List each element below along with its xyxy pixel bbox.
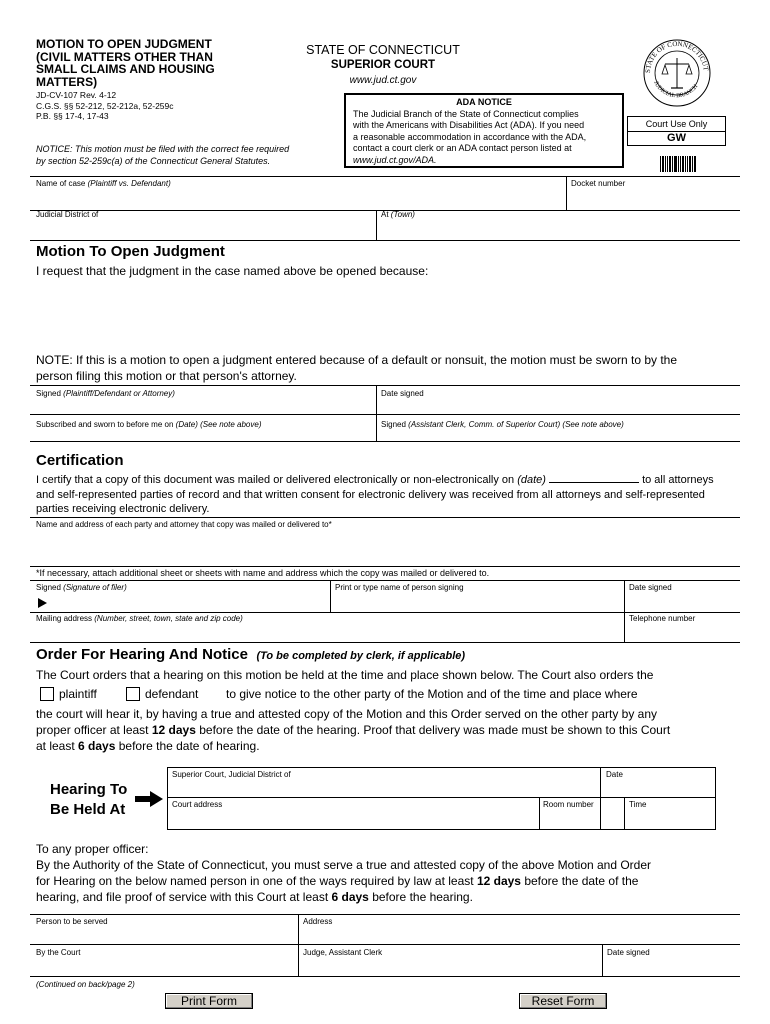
officer-line: By the Authority of the State of Connecticut, you must serve a true and attested copy of the above Motion and Order bbox=[36, 858, 652, 872]
by-the-court-label: By the Court bbox=[36, 948, 81, 957]
signed-label: Signed (Plaintiff/Defendant or Attorney) bbox=[36, 389, 175, 398]
cert-date-signed-label: Date signed bbox=[629, 583, 672, 592]
telephone-field[interactable] bbox=[627, 625, 737, 641]
officer-date-signed-label: Date signed bbox=[607, 948, 650, 957]
mailing-address-label: Mailing address (Number, street, town, state and zip code) bbox=[36, 614, 243, 623]
order-line5: at least 6 days before the date of hearing. bbox=[36, 739, 260, 753]
certification-line1: I certify that a copy of this document was mailed or delivered electronically or non-electronically on (date) to all attorneys bbox=[36, 474, 714, 486]
motion-reason-field[interactable] bbox=[34, 282, 736, 348]
fee-notice bbox=[36, 143, 289, 167]
officer-line: hearing, and file proof of service with this Court at least 6 days before the hearing. bbox=[36, 890, 473, 904]
name-address-label: Name and address of each party and attorney that copy was mailed or delivered to* bbox=[36, 520, 332, 529]
website: www.jud.ct.gov bbox=[349, 75, 417, 86]
defendant-label: defendant bbox=[145, 687, 199, 701]
person-served-label: Person to be served bbox=[36, 917, 108, 926]
court-address-field[interactable] bbox=[170, 811, 536, 828]
form-id: JD-CV-107 Rev. 4-12 bbox=[36, 90, 117, 100]
name-of-case-label: Name of case (Plaintiff vs. Defendant) bbox=[36, 179, 171, 188]
certification-text bbox=[36, 472, 741, 517]
title-line: MATTERS) bbox=[36, 74, 98, 89]
filer-signed-label: Signed (Signature of filer) bbox=[36, 583, 127, 592]
court-code: GW bbox=[667, 132, 686, 144]
sworn-note bbox=[36, 352, 677, 384]
town-label: At (Town) bbox=[381, 210, 415, 219]
officer-text bbox=[36, 841, 651, 905]
title-line: (CIVIL MATTERS OTHER THAN bbox=[36, 49, 213, 64]
by-the-court-field[interactable] bbox=[32, 959, 294, 975]
reset-form-button[interactable]: Reset Form bbox=[519, 993, 607, 1009]
judge-clerk-label: Judge, Assistant Clerk bbox=[303, 948, 383, 957]
fee-notice-line: by section 52-259c(a) of the Connecticut General Statutes. bbox=[36, 156, 271, 166]
hearing-to-be-held-at bbox=[50, 780, 127, 820]
judicial-branch-seal-icon bbox=[640, 38, 714, 108]
officer-line: To any proper officer: bbox=[36, 842, 149, 856]
judicial-district-field[interactable] bbox=[32, 221, 372, 239]
print-form-button[interactable]: Print Form bbox=[165, 993, 253, 1009]
clerk-signature-field[interactable] bbox=[379, 429, 737, 440]
print-name-field[interactable] bbox=[333, 594, 621, 611]
svg-text:JUDICIAL BRANCH bbox=[652, 80, 700, 99]
ada-link: www.jud.ct.gov/ADA. bbox=[353, 154, 437, 165]
room-number-field[interactable] bbox=[542, 811, 622, 828]
form-references bbox=[36, 90, 174, 122]
ada-line: with the Americans with Disabilities Act (ADA). If you need bbox=[353, 120, 585, 130]
barcode-icon bbox=[660, 156, 696, 172]
filer-signature-field[interactable] bbox=[52, 594, 326, 611]
order-line2: to give notice to the other party of the Motion and of the time and place where bbox=[226, 687, 638, 701]
motion-heading: Motion To Open Judgment bbox=[36, 243, 225, 260]
cert-date-signed-field[interactable] bbox=[627, 594, 737, 611]
certification-line: and self-represented parties of record and that written consent for electronic delivery was received from all attorneys and self-represented bbox=[36, 488, 705, 501]
hearing-district-field[interactable] bbox=[170, 781, 597, 796]
fee-notice-line: NOTICE: This motion must be filed with the correct fee required bbox=[36, 144, 290, 154]
served-address-field[interactable] bbox=[301, 928, 737, 943]
telephone-label: Telephone number bbox=[629, 614, 696, 623]
room-number-label: Room number bbox=[543, 800, 594, 809]
sign-here-arrow-icon bbox=[38, 598, 47, 608]
hearing-date-field[interactable] bbox=[603, 781, 713, 796]
sworn-note-line: person filing this motion or that person's attorney. bbox=[36, 369, 297, 383]
statute-cgs: C.G.S. §§ 52-212, 52-212a, 52-259c bbox=[36, 100, 174, 111]
form-title bbox=[36, 38, 215, 88]
court-name: SUPERIOR COURT bbox=[330, 59, 436, 71]
ada-notice-box bbox=[344, 93, 624, 168]
court-address-label: Court address bbox=[172, 800, 223, 809]
officer-line: for Hearing on the below named person in one of the ways required by law at least 12 days before the date of the bbox=[36, 874, 639, 888]
title-line: MOTION TO OPEN JUDGMENT bbox=[36, 37, 212, 51]
name-of-case-field[interactable] bbox=[32, 190, 562, 209]
mailing-address-field[interactable] bbox=[32, 625, 620, 641]
hearing-label-line: Hearing To bbox=[50, 781, 128, 798]
state-name: STATE OF CONNECTICUT bbox=[306, 43, 460, 57]
attach-sheet-footnote: *If necessary, attach additional sheet or sheets with name and address which the copy was mailed or delivered to. bbox=[36, 568, 490, 578]
ada-line: The Judicial Branch of the State of Connecticut complies bbox=[353, 108, 579, 119]
docket-number-label: Docket number bbox=[571, 179, 626, 188]
seal-bottom-text: JUDICIAL BRANCH bbox=[652, 80, 700, 100]
served-address-label: Address bbox=[303, 917, 333, 926]
motion-date-signed-field[interactable] bbox=[379, 399, 737, 413]
docket-number-field[interactable] bbox=[569, 190, 737, 209]
motion-signature-field[interactable] bbox=[32, 399, 372, 413]
plaintiff-label: plaintiff bbox=[59, 687, 97, 701]
date-signed-label: Date signed bbox=[381, 389, 424, 398]
superior-court-district-label: Superior Court, Judicial District of bbox=[172, 770, 291, 779]
clerk-signed-label: Signed (Assistant Clerk, Comm. of Superior Court) (See note above) bbox=[381, 420, 624, 429]
order-line4: proper officer at least 12 days before the date of the hearing. Proof that delivery was made must be shown to this Court bbox=[36, 723, 671, 737]
order-heading: Order For Hearing And Notice (To be completed by clerk, if applicable) bbox=[36, 646, 466, 663]
hearing-label-line: Be Held At bbox=[50, 801, 126, 818]
judicial-district-label: Judicial District of bbox=[36, 210, 99, 219]
ada-title: ADA NOTICE bbox=[456, 97, 512, 107]
sworn-note-line: NOTE: If this is a motion to open a judgment entered because of a default or nonsuit, the motion must be sworn to by the bbox=[36, 353, 678, 367]
order-line1: The Court orders that a hearing on this motion be held at the time and place shown below. The Court also orders the bbox=[36, 668, 654, 682]
town-field[interactable] bbox=[379, 221, 737, 239]
arrow-right-icon bbox=[135, 791, 163, 807]
officer-date-signed-field[interactable] bbox=[605, 959, 737, 975]
person-served-field[interactable] bbox=[32, 928, 294, 943]
certification-date-field[interactable] bbox=[549, 472, 639, 483]
certification-line: parties receiving electronic delivery. bbox=[36, 503, 210, 515]
name-address-field[interactable] bbox=[32, 531, 737, 564]
order-text bbox=[36, 706, 670, 754]
order-line3: the court will hear it, by having a true and attested copy of the Motion and this Order served on the other party by any bbox=[36, 707, 658, 721]
motion-request-text: I request that the judgment in the case named above be opened because: bbox=[36, 264, 429, 278]
continued-note: (Continued on back/page 2) bbox=[36, 980, 135, 989]
hearing-date-label: Date bbox=[606, 770, 623, 779]
court-use-only-box bbox=[627, 116, 726, 146]
judge-clerk-field[interactable] bbox=[301, 959, 599, 975]
certification-heading: Certification bbox=[36, 452, 124, 469]
subscribed-label: Subscribed and sworn to before me on (Date) (See note above) bbox=[36, 420, 262, 429]
ada-line: a reasonable accommodation in accordance with the ADA, bbox=[353, 131, 587, 142]
hearing-time-field[interactable] bbox=[627, 811, 713, 828]
court-use-only-label: Court Use Only bbox=[645, 119, 708, 129]
title-line: SMALL CLAIMS AND HOUSING bbox=[36, 62, 215, 76]
hearing-time-label: Time bbox=[629, 800, 647, 809]
seal-top-text: STATE OF CONNECTICUT bbox=[643, 39, 710, 74]
defendant-checkbox[interactable] bbox=[126, 687, 140, 701]
subscribed-date-field[interactable] bbox=[32, 429, 372, 440]
ada-line: contact a court clerk or an ADA contact person listed at bbox=[353, 143, 572, 153]
statute-pb: P.B. §§ 17-4, 17-43 bbox=[36, 111, 109, 121]
plaintiff-checkbox[interactable] bbox=[40, 687, 54, 701]
print-name-label: Print or type name of person signing bbox=[335, 583, 464, 592]
